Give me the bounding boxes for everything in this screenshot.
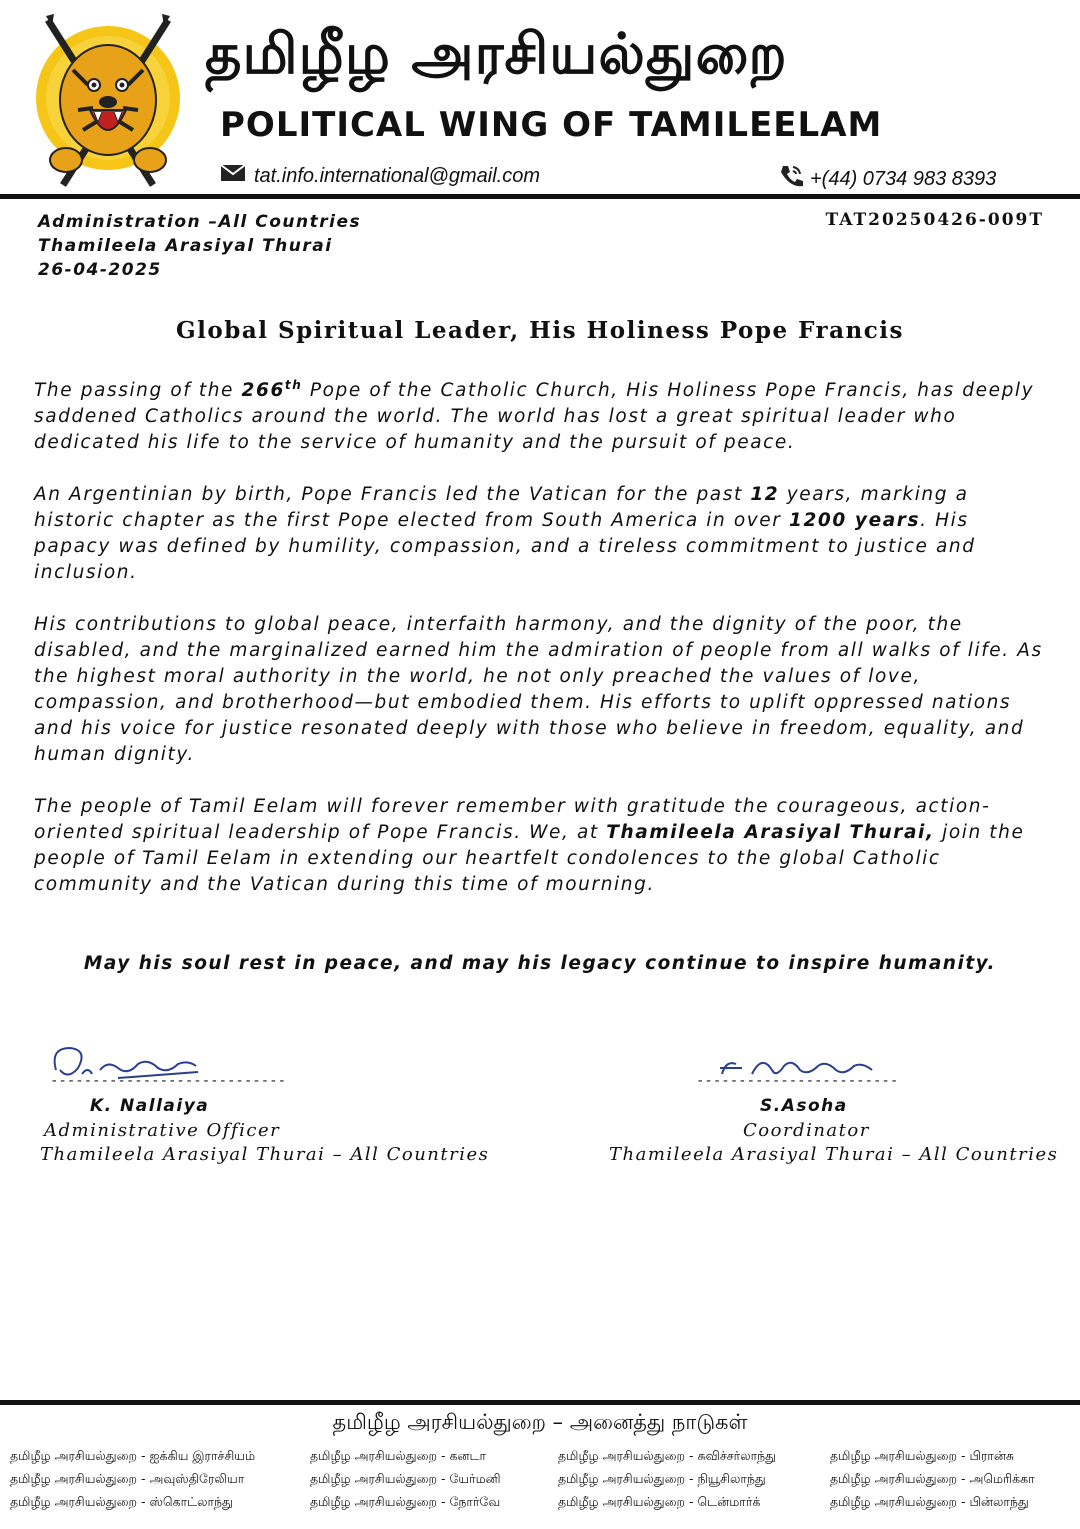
p2-span: 1200 years (788, 510, 921, 531)
signatory-org-left: Thamileela Arasiyal Thurai – All Countries (40, 1144, 490, 1165)
signatory-role-left: Administrative Officer (44, 1120, 281, 1141)
signatory-name-left: K. Nallaiya (90, 1096, 210, 1116)
phone-icon (778, 164, 804, 194)
reference-number: TAT20250426-009T (825, 210, 1044, 230)
meta-organization: Thamileela Arasiyal Thurai (38, 236, 333, 256)
branch-item: தமிழீழ அரசியல்துறை - நியூசிலாந்து (558, 1471, 766, 1486)
p4-text-a: The people of Tamil Eelam will forever remember with gratitude the courageous, action-oriented spiritual leadership of Pope Francis. We, at (34, 796, 991, 843)
header-divider (0, 194, 1080, 199)
letterhead (0, 0, 1080, 200)
p4-organization: Thamileela Arasiyal Thurai, (606, 822, 935, 843)
branch-item: தமிழீழ அரசியல்துறை - அவுஸ்திரேலியா (10, 1471, 245, 1486)
signature-line-left: ---------------------------- (50, 1073, 287, 1089)
p2-years: 12 (750, 484, 780, 505)
p2-text-c: . His papacy was defined by humility, compassion, and a tireless commitment to justice and inclusion. (34, 510, 976, 583)
signatory-name-right: S.Asoha (760, 1096, 848, 1116)
p1-superscript: th (284, 377, 303, 392)
p1-text-b: Pope of the Catholic Church, His Holiness Pope Francis, has deeply saddened Catholics around the world. The world has lost a great spiritual leader who dedicated his life to the service of humanity and the pursuit of peace. (34, 380, 1035, 453)
branch-item: தமிழீழ அரசியல்துறை - கனடா (310, 1448, 487, 1463)
signature-line-right: ------------------------ (696, 1073, 899, 1089)
branch-item: தமிழீழ அரசியல்துறை - டென்மார்க் (558, 1494, 761, 1509)
document-title: Global Spiritual Leader, His Holiness Pope Francis (176, 317, 904, 344)
branch-item: தமிழீழ அரசியல்துறை - சுவிச்சர்லாந்து (558, 1448, 776, 1463)
paragraph-2 (34, 482, 1044, 586)
branch-item: தமிழீழ அரசியல்துறை - பின்லாந்து (830, 1494, 1029, 1509)
p2-text-b: years, marking a historic chapter as the first Pope elected from South America in over (34, 484, 969, 531)
paragraph-1 (34, 378, 1044, 456)
contact-phone[interactable] (778, 164, 996, 194)
branch-item: தமிழீழ அரசியல்துறை - பிரான்சு (830, 1448, 1015, 1463)
envelope-icon (220, 164, 246, 188)
email-text[interactable]: tat.info.international@gmail.com (254, 164, 540, 187)
branch-item: தமிழீழ அரசியல்துறை - அமெரிக்கா (830, 1471, 1035, 1486)
meta-date: 26-04-2025 (38, 260, 162, 280)
contact-email[interactable] (220, 164, 540, 188)
footer-title: தமிழீழ அரசியல்துறை – அனைத்து நாடுகள் (332, 1410, 748, 1434)
document-body (34, 378, 1044, 924)
paragraph-3: His contributions to global peace, interfaith harmony, and the dignity of the poor, the disabled, and the marginalized earned him the admiration of people from all walks of life. As the highest moral authority in the world, he not only preached the values of love, compassion, and brotherhood—but embodied them. His efforts to uplift oppressed nations and his voice for justice resonated deeply with those who believe in freedom, equality, and human dignity. (34, 614, 1043, 765)
signatory-role-right: Coordinator (743, 1120, 870, 1141)
document-meta (38, 210, 361, 282)
p4-text-b: join the people of Tamil Eelam in extending our heartfelt condolences to the global Catholic community and the Vatican during this time of mourning. (34, 822, 1025, 895)
branch-item: தமிழீழ அரசியல்துறை - நோர்வே (310, 1494, 501, 1509)
letterhead-english-title: POLITICAL WING OF TAMILEELAM (220, 105, 883, 145)
phone-text[interactable]: +(44) 0734 983 8393 (810, 167, 997, 190)
footer-branch-list (10, 1446, 1070, 1512)
signatory-org-right: Thamileela Arasiyal Thurai – All Countries (609, 1144, 1059, 1165)
meta-administration: Administration –All Countries (38, 212, 362, 232)
p1-number: 266 (241, 380, 285, 401)
footer-divider (0, 1400, 1080, 1405)
branch-item: தமிழீழ அரசியல்துறை - ஐக்கிய இராச்சியம் (10, 1448, 256, 1463)
p2-text-a: An Argentinian by birth, Pope Francis led the Vatican for the past (34, 484, 751, 505)
branch-item: தமிழீழ அரசியல்துறை - யேர்மனி (310, 1471, 501, 1486)
tiger-emblem-icon (28, 10, 188, 190)
branch-item: தமிழீழ அரசியல்துறை - ஸ்கொட்லாந்து (10, 1494, 233, 1509)
paragraph-4 (34, 794, 1044, 898)
letterhead-tamil-title: தமிழீழ அரசியல்துறை (205, 22, 788, 87)
closing-line: May his soul rest in peace, and may his legacy continue to inspire humanity. (83, 953, 997, 974)
p1-text-a: The passing of the (34, 380, 242, 401)
